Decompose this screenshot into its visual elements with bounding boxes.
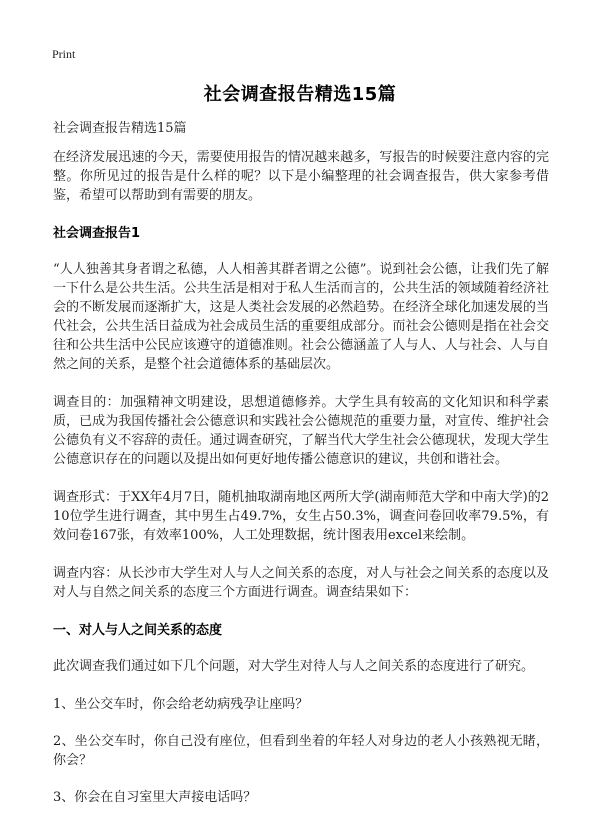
print-link[interactable]: Print xyxy=(52,47,76,61)
article-subtitle: 社会调查报告精选15篇 xyxy=(53,121,187,136)
paragraph-social-morality: “人人独善其身者谓之私德，人人相善其群者谓之公德”。说到社会公德，让我们先了解一下什么是公共生活。公共生活是相对于私人生活而言的，公共生活的领域随着经济社会的不断发展而逐渐扩大，这是人类社会发展的必然趋势。在经济全球化加速发展的当代社会，公共生活日益成为社会成员生活的重要组成部分。而社会公德则是指在社会交往和公共生活中公民应该遵守的道德准则。社会公德涵盖了人与人、人与社会、人与自然之间的关系，是整个社会道德体系的基础层次。 xyxy=(53,262,549,372)
question-1: 1、坐公交车时，你会给老幼病残孕让座吗？ xyxy=(53,697,309,712)
section-heading-relationships: 一、对人与人之间关系的态度 xyxy=(53,623,223,638)
intro-paragraph: 在经济发展迅速的今天，需要使用报告的情况越来越多，写报告的时候要注意内容的完整。你所见过的报告是什么样的呢？以下是小编整理的社会调查报告，供大家参考借鉴，希望可以帮助到有需要的朋友。 xyxy=(53,150,549,203)
article-body xyxy=(53,119,549,825)
paragraph-format: 调查形式：于XX年4月7日，随机抽取湖南地区两所大学(湖南师范大学和中南大学)的210位学生进行调查，其中男生占49.7%，女生占50.3%，调查问卷回收率79.5%，有效问卷167张，有效率100%，人工处理数据，统计图表用excel来绘制。 xyxy=(53,490,549,543)
page-title: 社会调查报告精选15篇 xyxy=(203,84,397,105)
section-heading-report-1: 社会调查报告1 xyxy=(53,226,141,241)
question-3: 3、你会在自习室里大声接电话吗？ xyxy=(53,790,257,805)
question-2: 2、坐公交车时，你自己没有座位，但看到坐着的年轻人对身边的老人小孩熟视无睹，你会？ xyxy=(53,734,549,768)
paragraph-purpose: 调查目的：加强精神文明建设，思想道德修养。大学生具有较高的文化知识和科学素质，已成为我国传播社会公德意识和实践社会公德规范的重要力量，对宣传、维护社会公德负有义不容辞的责任。通过调查研究，了解当代大学生社会公德现状，发现大学生公德意识存在的问题以及提出如何更好地传播公德意识的建议，共创和谐社会。 xyxy=(53,395,549,467)
paragraph-method: 此次调查我们通过如下几个问题，对大学生对待人与人之间关系的态度进行了研究。 xyxy=(53,659,535,674)
paragraph-content: 调查内容：从长沙市大学生对人与人之间关系的态度，对人与社会之间关系的态度以及对人与自然之间关系的态度三个方面进行调查。调查结果如下： xyxy=(53,566,549,600)
